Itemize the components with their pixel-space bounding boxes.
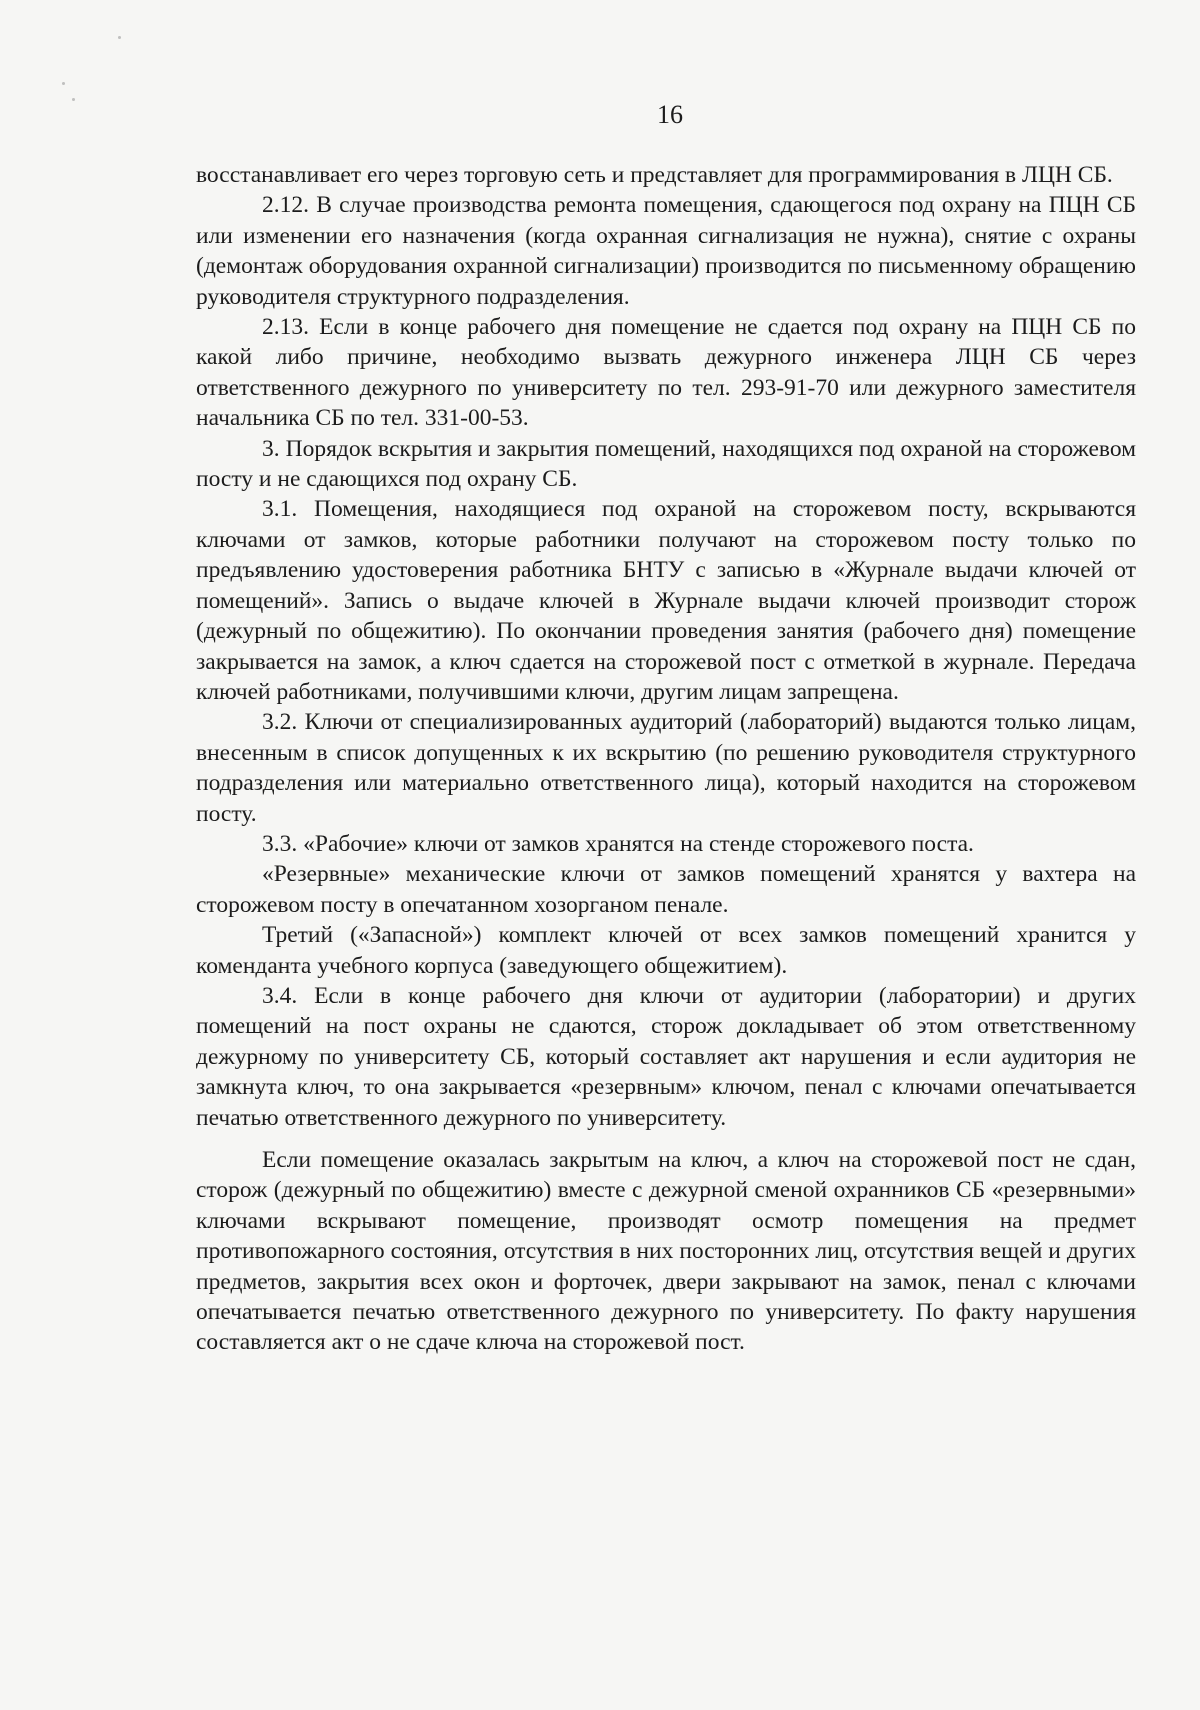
body-text	[196, 160, 1136, 1358]
paragraph-3-4: 3.4. Если в конце рабочего дня ключи от аудитории (лаборатории) и других помещений на пост охраны не сдаются, сторож докладывает об этом ответственному дежурному по университету СБ, который составляет акт нарушения и если аудитория не замкнута ключ, то она закрывается «резервным» ключом, пенал с ключами опечатывается печатью ответственного дежурного по университету.	[196, 982, 1136, 1131]
paragraph-continuation: восстанавливает его через торговую сеть и представляет для программирования в ЛЦН СБ.	[196, 162, 1113, 188]
section-3-heading: 3. Порядок вскрытия и закрытия помещений, находящихся под охраной на сторожевом посту и не сдающихся под охрану СБ.	[196, 435, 1136, 493]
scan-speck	[118, 36, 121, 39]
paragraph-locked-room: Если помещение оказалась закрытым на ключ, а ключ на сторожевой пост не сдан, сторож (дежурный по общежитию) вместе с дежурной сменой охранников СБ «резервными» ключами вскрывают помещение, производят осмотр помещения на предмет противопожарного состояния, отсутствия в них посторонних лиц, отсутствия вещей и других предметов, закрытия всех окон и форточек, двери закрывают на замок, пенал с ключами опечатывается печатью ответственного дежурного по университету. По факту нарушения составляется акт о не сдаче ключа на сторожевой пост.	[196, 1147, 1136, 1356]
scan-speck	[72, 98, 75, 101]
paragraph-reserve-keys: «Резервные» механические ключи от замков помещений хранятся у вахтера на сторожевом посту в опечатанном хозорганом пенале.	[196, 861, 1136, 918]
paragraph-2-12: 2.12. В случае производства ремонта помещения, сдающегося под охрану на ПЦН СБ или изменении его назначения (когда охранная сигнализация не нужна), снятие с охраны (демонтаж оборудования охранной сигнализации) производится по письменному обращению руководителя структурного подразделения.	[196, 192, 1136, 310]
paragraph-2-13: 2.13. Если в конце рабочего дня помещение не сдается под охрану на ПЦН СБ по какой либо причине, необходимо вызвать дежурного инженера ЛЦН СБ через ответственного дежурного по университету по тел. 293-91-70 или дежурного заместителя начальника СБ по тел. 331-00-53.	[196, 314, 1136, 432]
paragraph-3-1: 3.1. Помещения, находящиеся под охраной на сторожевом посту, вскрываются ключами от замков, которые работники получают на сторожевом посту только по предъявлению удостоверения работника БНТУ с записью в «Журнале выдачи ключей от помещений». Запись о выдаче ключей в Журнале выдачи ключей производит сторож (дежурный по общежитию). По окончании проведения занятия (рабочего дня) помещение закрывается на замок, а ключ сдается на сторожевой пост с отметкой в журнале. Передача ключей работниками, получившими ключи, другим лицам запрещена.	[196, 496, 1136, 705]
page-number: 16	[657, 100, 683, 129]
paragraph-3-2: 3.2. Ключи от специализированных аудиторий (лабораторий) выдаются только лицам, внесенным в список допущенных к их вскрытию (по решению руководителя структурного подразделения или материально ответственного лица), который находится на сторожевом посту.	[196, 709, 1136, 827]
scan-speck	[62, 82, 65, 85]
paragraph-third-set: Третий («Запасной») комплект ключей от всех замков помещений хранится у коменданта учебного корпуса (заведующего общежитием).	[196, 922, 1136, 979]
paragraph-3-3: 3.3. «Рабочие» ключи от замков хранятся на стенде сторожевого поста.	[262, 830, 974, 857]
